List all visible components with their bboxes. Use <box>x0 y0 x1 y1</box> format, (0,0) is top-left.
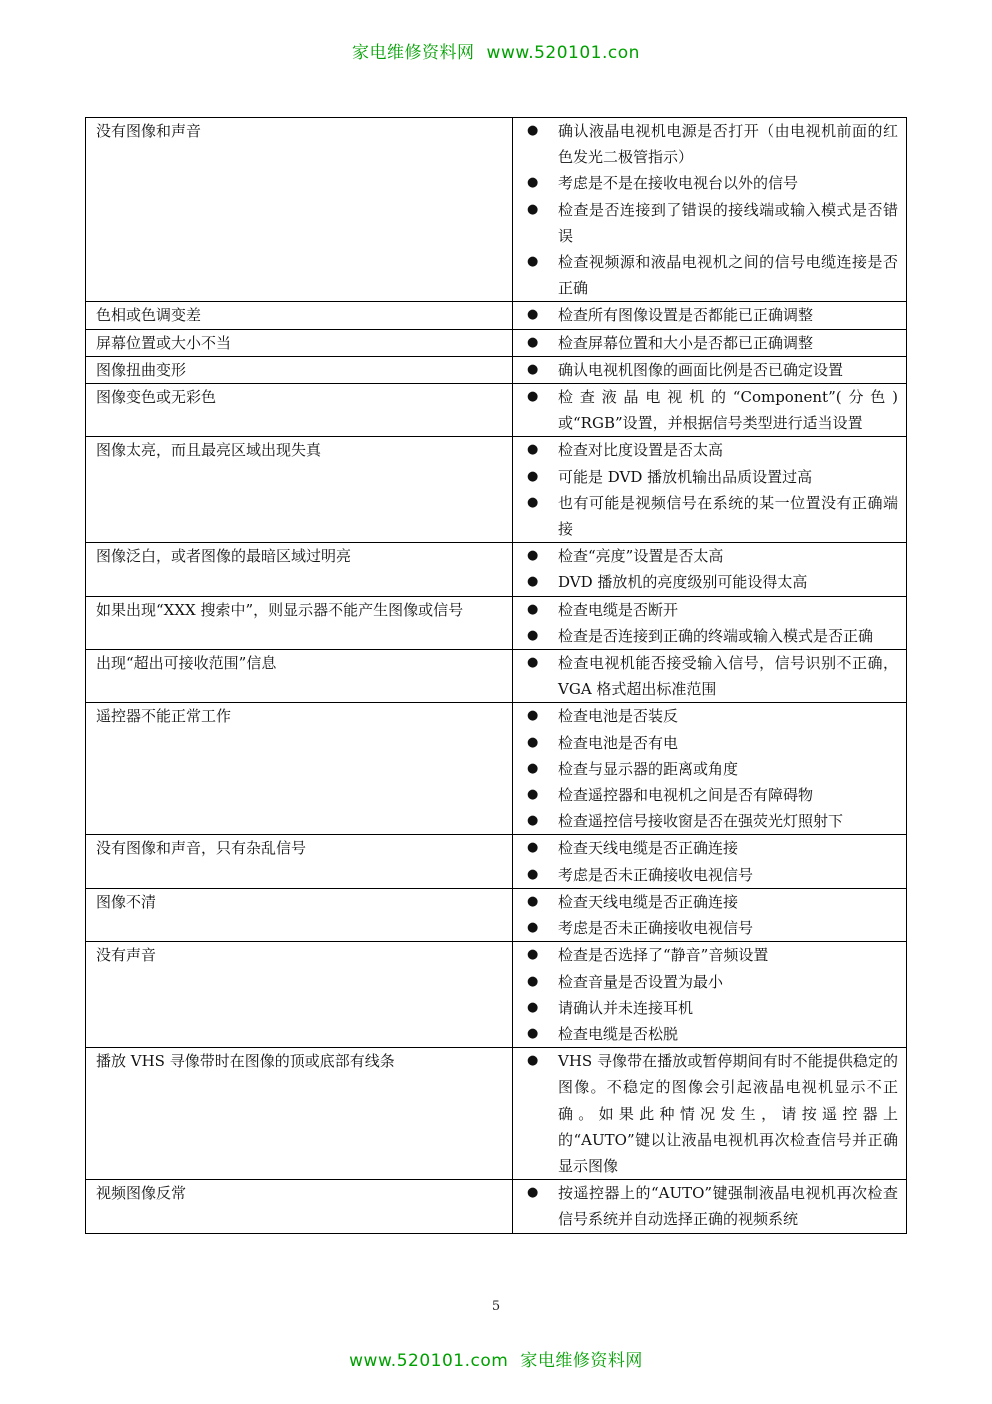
header-url[interactable]: www.520101.con <box>486 43 640 63</box>
footer-url[interactable]: www.520101.com <box>349 1351 509 1371</box>
solution-item: ● 检查是否连接到了错误的接线端或输入模式是否错误 <box>521 197 898 249</box>
solution-item: ● 检查遥控器和电视机之间是否有障碍物 <box>521 782 898 808</box>
header-site-name: 家电维修资料网 <box>352 43 475 63</box>
solution-item: ● 按遥控器上的“AUTO”键强制液晶电视机再次检查信号系统并自动选择正确的视频系统 <box>521 1180 898 1232</box>
solution-item: ● 确认电视机图像的画面比例是否已确定设置 <box>521 357 898 383</box>
symptom-cell: 图像扭曲变形 <box>86 356 513 383</box>
solution-item: ● 检查电视机能否接受输入信号，信号识别不正确，VGA 格式超出标准范围 <box>521 650 898 702</box>
symptom-cell: 遥控器不能正常工作 <box>86 703 513 835</box>
symptom-cell: 没有声音 <box>86 942 513 1048</box>
solutions-cell <box>513 1048 907 1180</box>
solution-item: ● 也有可能是视频信号在系统的某一位置没有正确端接 <box>521 490 898 542</box>
solution-list <box>521 703 898 834</box>
solution-list <box>521 942 898 1047</box>
table-row <box>86 543 907 596</box>
solution-item: ● 检查所有图像设置是否都能已正确调整 <box>521 302 898 328</box>
symptom-cell: 图像不清 <box>86 888 513 941</box>
solutions-cell <box>513 596 907 649</box>
table-row <box>86 384 907 437</box>
solutions-cell <box>513 1180 907 1233</box>
solution-list <box>521 835 898 887</box>
footer-site-name: 家电维修资料网 <box>520 1351 643 1371</box>
table-row <box>86 329 907 356</box>
symptom-cell: 屏幕位置或大小不当 <box>86 329 513 356</box>
solution-item: ● 检查屏幕位置和大小是否都已正确调整 <box>521 330 898 356</box>
solutions-cell <box>513 543 907 596</box>
symptom-cell: 图像太亮，而且最亮区域出现失真 <box>86 437 513 543</box>
solution-list <box>521 650 898 702</box>
solutions-cell <box>513 356 907 383</box>
page-header <box>0 38 992 63</box>
page-footer <box>0 1346 992 1371</box>
solution-item: ● 检查电缆是否断开 <box>521 597 898 623</box>
solution-item: ● 检查是否连接到正确的终端或输入模式是否正确 <box>521 623 898 649</box>
symptom-cell: 出现“超出可接收范围”信息 <box>86 650 513 703</box>
solutions-cell <box>513 650 907 703</box>
page-number: 5 <box>491 1299 501 1314</box>
symptom-cell: 没有图像和声音，只有杂乱信号 <box>86 835 513 888</box>
table-row <box>86 888 907 941</box>
solutions-cell <box>513 835 907 888</box>
table-row <box>86 356 907 383</box>
solutions-cell <box>513 118 907 302</box>
table-row <box>86 703 907 835</box>
solution-item: ● 检查天线电缆是否正确连接 <box>521 889 898 915</box>
solutions-cell <box>513 384 907 437</box>
table-body <box>86 118 907 1234</box>
solution-item: ● 检查视频源和液晶电视机之间的信号电缆连接是否正确 <box>521 249 898 301</box>
solution-item: ● 考虑是否未正确接收电视信号 <box>521 915 898 941</box>
solution-item: ● 可能是 DVD 播放机输出品质设置过高 <box>521 464 898 490</box>
solution-list <box>521 889 898 941</box>
table-row <box>86 835 907 888</box>
solution-list <box>521 437 898 542</box>
table-row <box>86 118 907 302</box>
table-row <box>86 302 907 329</box>
solution-list <box>521 357 898 383</box>
troubleshooting-table <box>85 117 907 1234</box>
solution-item: ● 检查电缆是否松脱 <box>521 1021 898 1047</box>
solutions-cell <box>513 329 907 356</box>
solution-list <box>521 1180 898 1232</box>
table-row <box>86 650 907 703</box>
solution-list <box>521 384 898 436</box>
solution-item: ● 检查“亮度”设置是否太高 <box>521 543 898 569</box>
solution-item: ● 检查电池是否有电 <box>521 730 898 756</box>
solution-list <box>521 1048 898 1179</box>
solutions-cell <box>513 703 907 835</box>
table-row <box>86 942 907 1048</box>
table-row <box>86 596 907 649</box>
symptom-cell: 如果出现“XXX 搜索中”，则显示器不能产生图像或信号 <box>86 596 513 649</box>
solution-item: ● 确认液晶电视机电源是否打开（由电视机前面的红色发光二极管指示） <box>521 118 898 170</box>
symptom-cell: 色相或色调变差 <box>86 302 513 329</box>
solutions-cell <box>513 888 907 941</box>
solution-list <box>521 118 898 301</box>
solution-item: ● 检查遥控信号接收窗是否在强荧光灯照射下 <box>521 808 898 834</box>
solution-item: ● 请确认并未连接耳机 <box>521 995 898 1021</box>
table-row <box>86 1048 907 1180</box>
solutions-cell <box>513 437 907 543</box>
solution-list <box>521 302 898 328</box>
symptom-cell: 没有图像和声音 <box>86 118 513 302</box>
solutions-cell <box>513 302 907 329</box>
solution-item: ● 检查电池是否装反 <box>521 703 898 729</box>
solution-item: ● 检查与显示器的距离或角度 <box>521 756 898 782</box>
solution-item: ● VHS 寻像带在播放或暂停期间有时不能提供稳定的图像。不稳定的图像会引起液晶电视机显示不正确。如果此种情况发生，请按遥控器上的“AUTO”键以让液晶电视机再次检查信号并正确显示图像 <box>521 1048 898 1179</box>
solution-item: ● 检查液晶电视机的“Component”(分色)或“RGB”设置，并根据信号类型进行适当设置 <box>521 384 898 436</box>
solution-item: ● 检查是否选择了“静音”音频设置 <box>521 942 898 968</box>
symptom-cell: 播放 VHS 寻像带时在图像的顶或底部有线条 <box>86 1048 513 1180</box>
solution-list <box>521 543 898 595</box>
symptom-cell: 图像变色或无彩色 <box>86 384 513 437</box>
solution-item: ● 检查对比度设置是否太高 <box>521 437 898 463</box>
solution-item: ● 检查音量是否设置为最小 <box>521 969 898 995</box>
solution-list <box>521 330 898 356</box>
solution-item: ● 检查天线电缆是否正确连接 <box>521 835 898 861</box>
solution-item: ● 考虑是否未正确接收电视信号 <box>521 862 898 888</box>
solutions-cell <box>513 942 907 1048</box>
symptom-cell: 视频图像反常 <box>86 1180 513 1233</box>
solution-item: ● DVD 播放机的亮度级别可能设得太高 <box>521 569 898 595</box>
solution-list <box>521 597 898 649</box>
solution-item: ● 考虑是不是在接收电视台以外的信号 <box>521 170 898 196</box>
table-row <box>86 437 907 543</box>
symptom-cell: 图像泛白，或者图像的最暗区域过明亮 <box>86 543 513 596</box>
table-row <box>86 1180 907 1233</box>
